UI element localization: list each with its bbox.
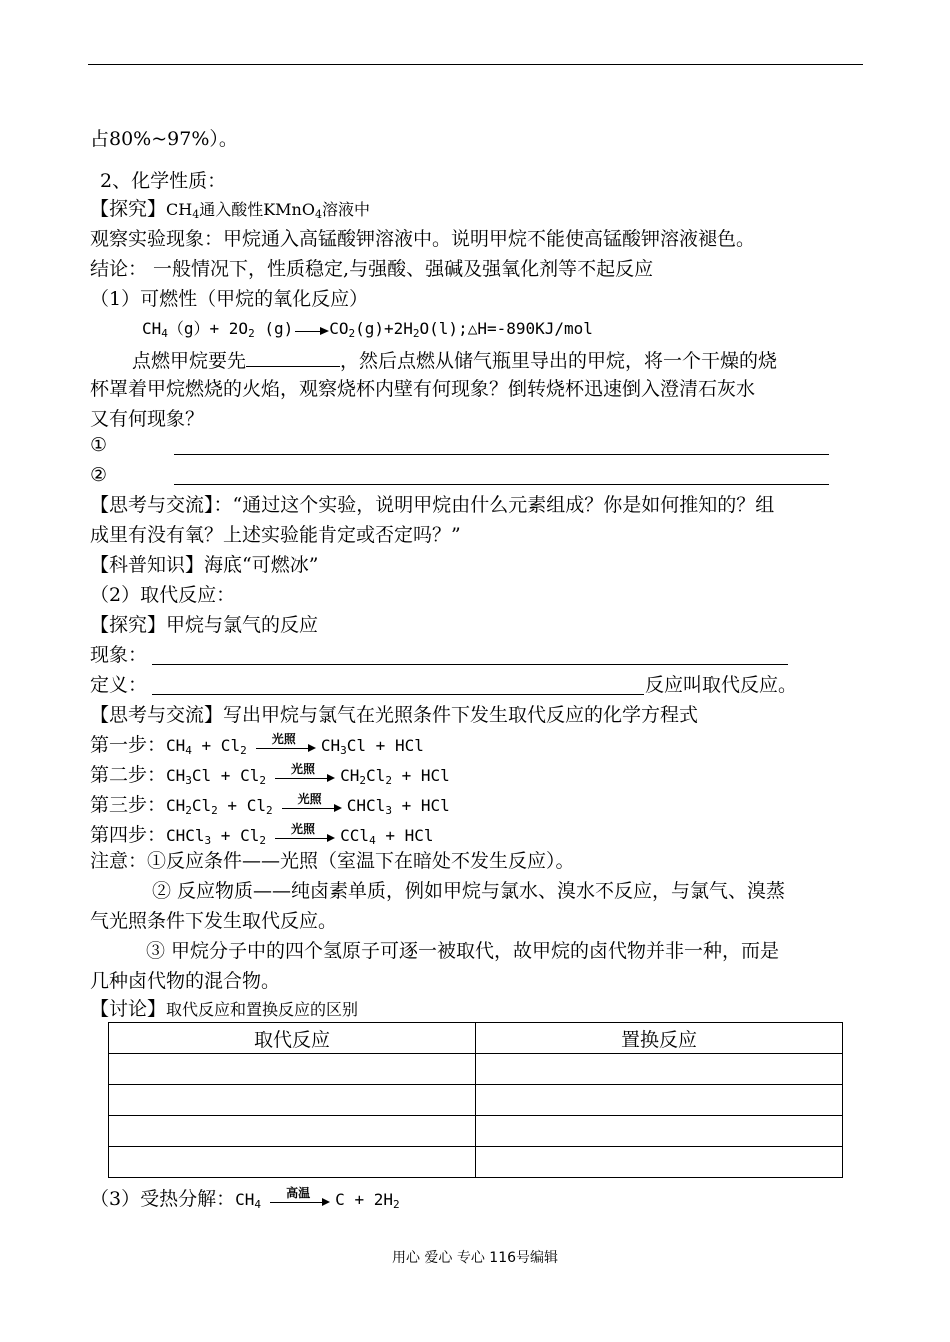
- table-row: [109, 1116, 843, 1147]
- explore-chlorine: 【探究】甲烷与氯气的反应: [90, 614, 319, 636]
- reaction-step-4: 第四步：CHCl$_3$ + $Cl_2$ 光照 CCl$_4$ + HCl: [90, 822, 434, 847]
- comparison-table: [108, 1022, 843, 1178]
- answer-line-1[interactable]: [174, 454, 829, 455]
- think-exchange-line2: 成里有没有氧？上述实验能肯定或否定吗？”: [90, 524, 461, 546]
- table-cell[interactable]: [476, 1085, 843, 1116]
- answer-line-2[interactable]: [174, 484, 829, 485]
- think-exchange-equations: 【思考与交流】写出甲烷与氯气在光照条件下发生取代反应的化学方程式: [90, 704, 699, 726]
- definition-tail: 反应叫取代反应。: [645, 674, 798, 696]
- ignite-paragraph-line3: 又有何现象？: [90, 408, 205, 430]
- observation-text: 观察实验现象：甲烷通入高锰酸钾溶液中。说明甲烷不能使高锰酸钾溶液褪色。: [90, 228, 756, 250]
- header-rule: [88, 64, 863, 65]
- light-arrow: 光照: [278, 795, 342, 817]
- science-knowledge: 【科普知识】海底“可燃冰”: [90, 554, 319, 576]
- note-1: 注意：①反应条件——光照（室温下在暗处不发生反应）。: [90, 850, 575, 872]
- table-cell[interactable]: [109, 1054, 476, 1085]
- table-row: [109, 1147, 843, 1178]
- ignite-paragraph-line1: 点燃甲烷要先 ，然后点燃从储气瓶里导出的甲烷，将一个干燥的烧: [132, 350, 778, 372]
- phenomenon-label: 现象：: [90, 644, 148, 666]
- table-header-row: [109, 1023, 843, 1054]
- explore-tag: 【探究】: [90, 198, 167, 220]
- light-arrow: 光照: [271, 765, 335, 787]
- explore-text: $CH_4$通入酸性KMnO$_4$溶液中: [166, 200, 370, 221]
- definition-answer-line[interactable]: [152, 694, 644, 695]
- text-line-top: 占80%~97%）。: [90, 128, 238, 150]
- think-exchange-line1: 【思考与交流】：“通过这个实验，说明甲烷由什么元素组成？你是如何推知的？组: [90, 494, 775, 516]
- table-header-displacement: 置换反应: [476, 1023, 843, 1054]
- light-arrow: 光照: [252, 735, 316, 757]
- table-cell[interactable]: [476, 1054, 843, 1085]
- subsection-substitution: （2）取代反应：: [90, 584, 236, 606]
- table-cell[interactable]: [109, 1085, 476, 1116]
- note-3-line2: 几种卤代物的混合物。: [90, 970, 281, 992]
- phenomenon-answer-line[interactable]: [152, 664, 788, 665]
- definition-label: 定义：: [90, 674, 148, 696]
- explore-kmno4: [90, 198, 370, 220]
- table-cell[interactable]: [109, 1147, 476, 1178]
- reaction-step-2: 第二步：$CH_3Cl + Cl_2$ 光照 $CH_2Cl_2$ + HCl: [90, 762, 450, 787]
- table-row: [109, 1054, 843, 1085]
- note-2-line2: 气光照条件下发生取代反应。: [90, 910, 338, 932]
- section-heading-chemical-properties: 2、化学性质：: [100, 170, 227, 192]
- page-footer: 用心 爱心 专心 116号编辑: [391, 1250, 559, 1266]
- high-temperature-arrow: 高温: [266, 1189, 330, 1211]
- note-2-line1: ② 反应物质——纯卤素单质，例如甲烷与氯水、溴水不反应，与氯气、溴蒸: [152, 880, 786, 902]
- conclusion-text: 结论： 一般情况下，性质稳定,与强酸、强碱及强氧化剂等不起反应: [90, 258, 654, 280]
- combustion-equation: $CH_4(g)+ 2O_2$ (g) $CO_2(g)+2H_2O(l);\triangle H=-890KJ$/mol: [142, 319, 593, 340]
- table-header-substitution: 取代反应: [109, 1023, 476, 1054]
- light-arrow: 光照: [271, 825, 335, 847]
- table-row: [109, 1085, 843, 1116]
- answer-marker-1: ①: [90, 434, 108, 456]
- table-cell[interactable]: [109, 1116, 476, 1147]
- reaction-step-1: 第一步：$CH_4 + Cl_2$ 光照 $CH_3Cl$ + HCl: [90, 732, 424, 757]
- discussion: 【讨论】取代反应和置换反应的区别: [90, 998, 359, 1020]
- subsection-combustibility: （1）可燃性（甲烷的氧化反应）: [90, 288, 369, 310]
- table-cell[interactable]: [476, 1147, 843, 1178]
- fill-blank-ignite[interactable]: [246, 348, 340, 367]
- ignite-paragraph-line2: 杯罩着甲烷燃烧的火焰，观察烧杯内壁有何现象？倒转烧杯迅速倒入澄清石灰水: [90, 378, 756, 400]
- reaction-step-3: 第三步：$CH_2Cl_2 + Cl_2$ 光照 CHCl$_3$ + HCl: [90, 792, 450, 817]
- answer-marker-2: ②: [90, 464, 108, 486]
- reaction-arrow: [293, 322, 329, 338]
- thermal-decomposition: （3）受热分解：$CH_4$ 高温 $C + 2H_2$: [90, 1186, 400, 1211]
- table-cell[interactable]: [476, 1116, 843, 1147]
- note-3-line1: ③ 甲烷分子中的四个氢原子可逐一被取代，故甲烷的卤代物并非一种，而是: [146, 940, 780, 962]
